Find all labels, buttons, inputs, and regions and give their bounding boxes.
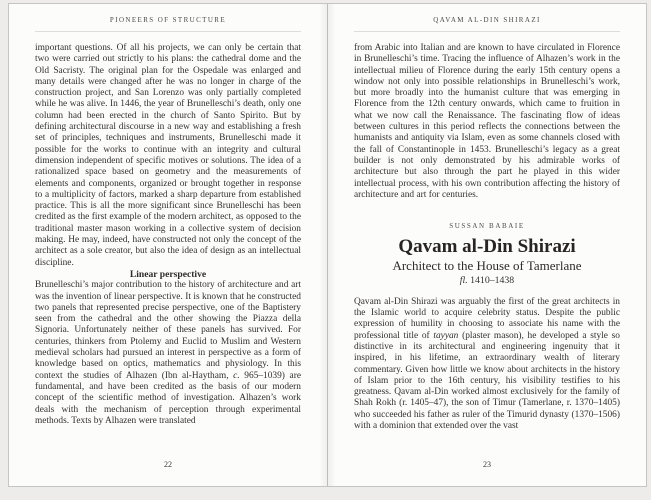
running-head-rule-right xyxy=(354,31,620,32)
page-gutter xyxy=(327,4,328,486)
article-header xyxy=(354,221,620,287)
article-title: Qavam al-Din Shirazi xyxy=(398,236,576,258)
section-heading: Linear perspective xyxy=(129,268,207,280)
running-head-left: PIONEERS OF STRUCTURE xyxy=(109,16,227,24)
page-right xyxy=(328,4,646,486)
page-left xyxy=(9,4,327,486)
body-paragraph: from Arabic into Italian and are known to have circulated in Florence in Brunelleschi’s time. Tracing the influence of Alhazen’s work in the intellectual milieu of Florence during the early 15th century opens a window not only into possible relationships in Brunelleschi’s work, but more broadly into the humanist culture that was emerging in Florence from the 12th century onwards, which came to fruition in what we now call the Renaissance. The fascinating flow of ideas between cultures in this period reflects the connections between the humanists and antiquity via Islam, even as some channels closed with the fall of Constantinople in 1453. Brunelleschi’s legacy as a great builder is not only demonstrated by his admirable works of architecture but also through the part he played in this wider intellectual process, with his own contribution affecting the history of architecture and art for centuries. xyxy=(354,43,620,200)
article-author: SUSSAN BABAIE xyxy=(449,222,525,231)
body-text-right xyxy=(354,43,620,461)
running-head-rule-left xyxy=(35,31,301,32)
body-paragraph: important questions. Of all his projects, we can only be certain that two were carried out strictly to his plans: the cathedral dome and the Old Sacristy. The original plan for the Ospedale was enlarged and many details were changed after he was no longer in charge of the construction project, and San Lorenzo was only partially completed while he was alive. In 1446, the year of Brunelleschi’s death, only one column had been erected in the church of Santo Spirito. But by defining architectural discourse in a new way and establishing a fresh set of principles, techniques and instruments, Brunelleschi made it possible for the works to continue with an integrity and cultural dimension independent of specific motives or solutions. The idea of a rationalized space based on geometry and the measurements of elements and components, organized or brought together in response to a multiplicity of factors, marked a sharp departure from established practice. This is all the more significant since Brunelleschi has been credited as the first example of the modern architect, as opposed to the traditional master mason working in a collective system of decision making. He may, indeed, have constructed not only the concept of the architect as a sole creator, but also the idea of design as an intellectual discipline. xyxy=(35,43,301,268)
book-spread xyxy=(8,3,647,487)
article-subtitle: Architect to the House of Tamerlane xyxy=(392,258,582,274)
body-paragraph: Qavam al-Din Shirazi was arguably the first of the great architects in the Islamic world to acquire celebrity status. Despite the public expression of humility in choosing to associate his name with the professional title of tayyan (plaster mason), he developed a style so distinctive in its architectural and engineering ingenuity that it inspired, in his lifetime, an extraordinary wealth of literary commentary. Given how little we know about architects in the history of Islam prior to the 16th century, his visibility testifies to his greatness. Qavam al-Din worked almost exclusively for the family of Shah Rokh (r. 1405–47), the son of Timur (Tamerlane, r. 1370–1405) who succeeded his father as ruler of the Timurid dynasty (1370–1506) with a dominion that extended over the vast xyxy=(354,296,620,432)
body-paragraph: Brunelleschi’s major contribution to the history of architecture and art was the invention of linear perspective. It is known that he constructed two panels that represented precise perspective, one of the Baptistery seen from the cathedral and the other showing the Piazza della Signoria. Unfortunately neither of these panels has survived. For centuries, thinkers from Ptolemy and Euclid to Muslim and Western medieval scholars had pursued an interest in perspective as a form of knowledge based on optics, mathematics and physiology. In this context the studies of Alhazen (Ibn al-Haytham, c. 965–1039) are fundamental, and have been credited as the basis of our modern concept of the scientific method of investigation. Alhazen’s work deals with the mechanism of perception through experimental methods. Texts by Alhazen were translated xyxy=(35,280,301,426)
article-dates: fl. 1410–1438 xyxy=(459,275,515,287)
running-head-right: QAVAM AL-DIN SHIRAZI xyxy=(433,16,541,24)
page-number-right: 23 xyxy=(483,460,491,469)
page-number-left: 22 xyxy=(164,460,172,469)
body-text-left xyxy=(35,43,301,461)
